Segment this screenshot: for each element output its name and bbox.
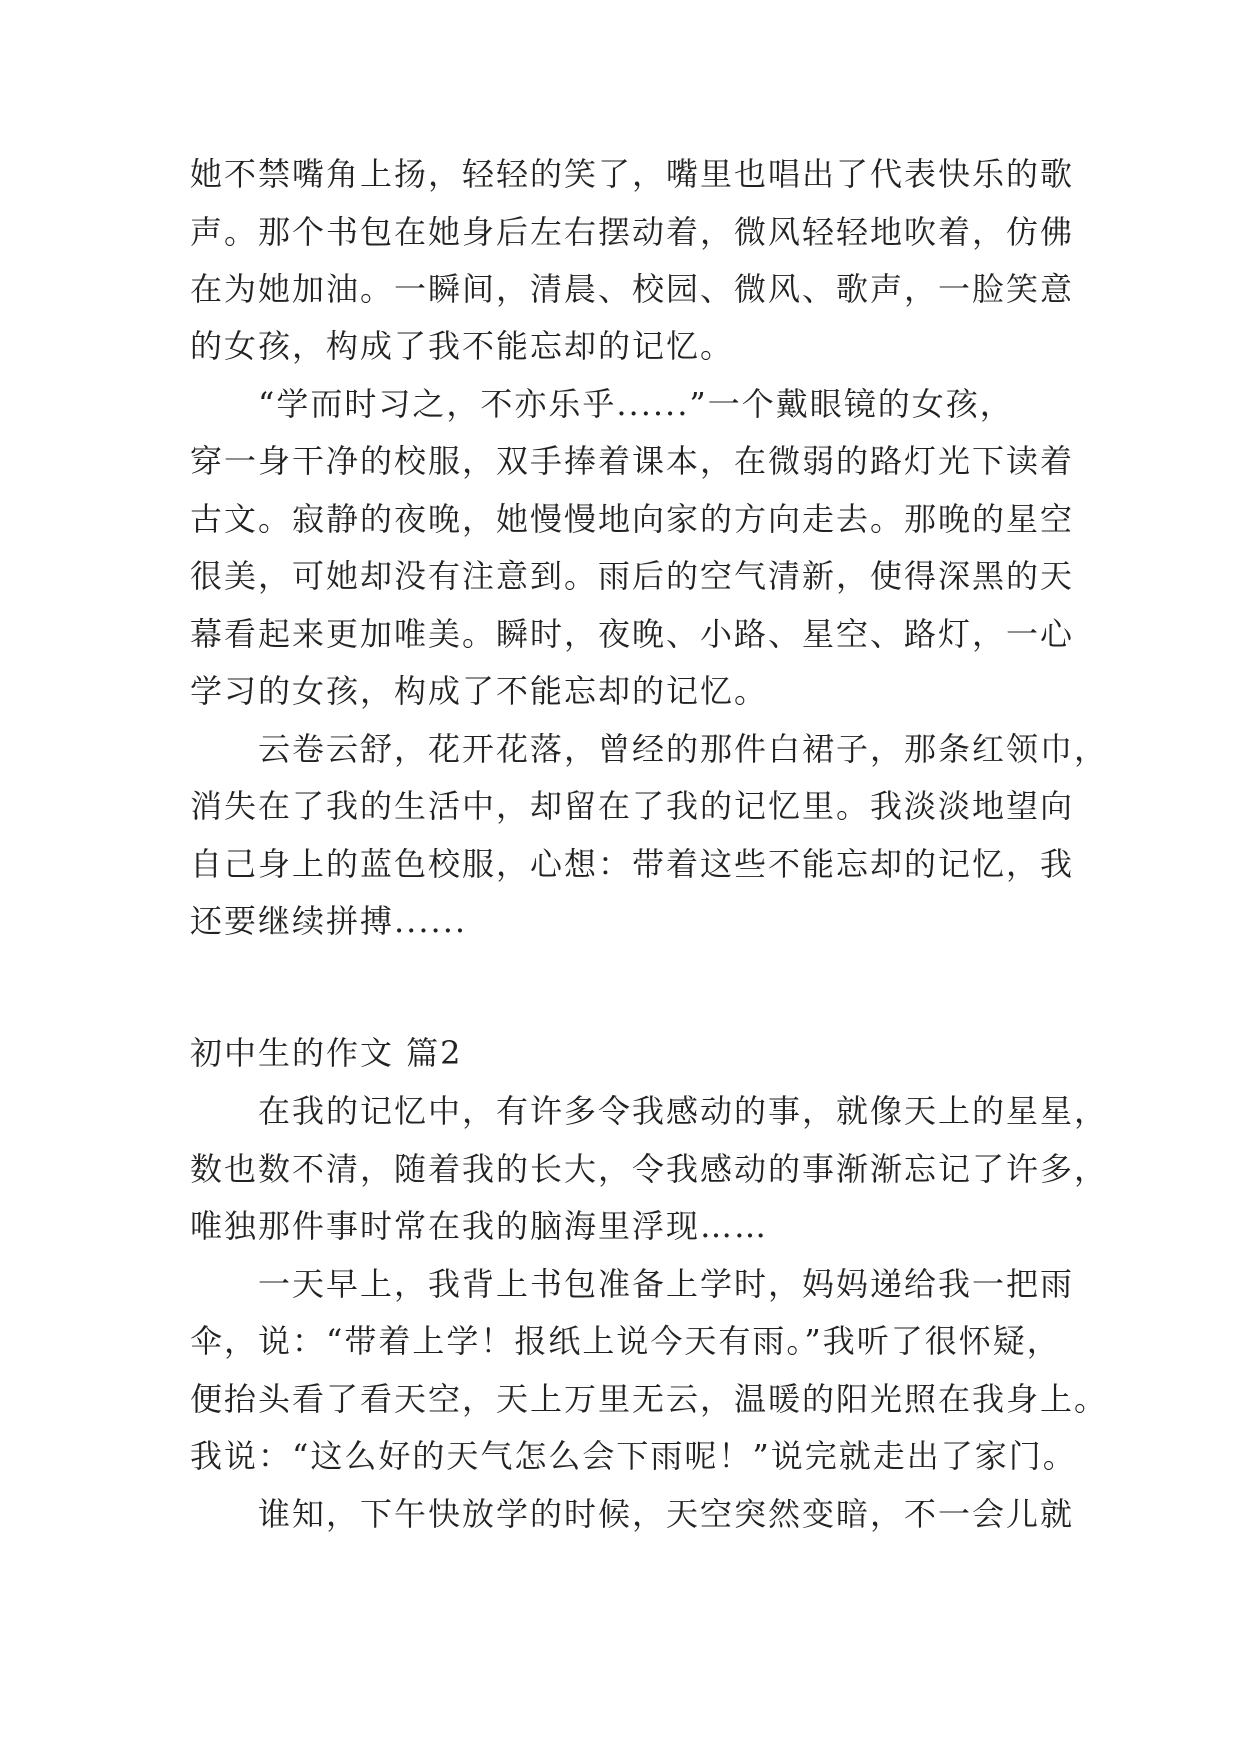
paragraph-line: 穿一身干净的校服，双手捧着课本，在微弱的路灯光下读着	[190, 442, 1075, 480]
paragraph-line: 一天早上，我背上书包准备上学时，妈妈递给我一把雨	[258, 1265, 1075, 1303]
paragraph-line: 还要继续拼搏......	[190, 902, 468, 940]
paragraph-line: 我说：“这么好的天气怎么会下雨呢！”说完就走出了家门。	[190, 1437, 1077, 1475]
paragraph-line: “学而时习之，不亦乐乎......”一个戴眼镜的女孩，	[258, 385, 1014, 423]
paragraph-line: 消失在了我的生活中，却留在了我的记忆里。我淡淡地望向	[190, 787, 1075, 825]
paragraph-line: 谁知，下午快放学的时候，天空突然变暗，不一会儿就	[258, 1495, 1075, 1533]
section-heading: 初中生的作文 篇2	[190, 1034, 463, 1072]
paragraph-line: 声。那个书包在她身后左右摆动着，微风轻轻地吹着，仿佛	[190, 213, 1075, 251]
paragraph-line: 云卷云舒，花开花落，曾经的那件白裙子，那条红领巾，	[258, 730, 1109, 768]
paragraph-line: 在为她加油。一瞬间，清晨、校园、微风、歌声，一脸笑意	[190, 270, 1075, 308]
paragraph-line: 便抬头看了看天空，天上万里无云，温暖的阳光照在我身上。	[190, 1380, 1109, 1418]
paragraph-line: 她不禁嘴角上扬，轻轻的笑了，嘴里也唱出了代表快乐的歌	[190, 155, 1075, 193]
paragraph-line: 唯独那件事时常在我的脑海里浮现……	[190, 1207, 769, 1245]
paragraph-line: 在我的记忆中，有许多令我感动的事，就像天上的星星，	[258, 1092, 1109, 1130]
paragraph-line: 幕看起来更加唯美。瞬时，夜晚、小路、星空、路灯，一心	[190, 615, 1075, 653]
paragraph-line: 很美，可她却没有注意到。雨后的空气清新，使得深黑的天	[190, 557, 1075, 595]
paragraph-line: 学习的女孩，构成了不能忘却的记忆。	[190, 672, 769, 710]
paragraph-line: 自己身上的蓝色校服，心想：带着这些不能忘却的记忆，我	[190, 845, 1075, 883]
paragraph-line: 数也数不清，随着我的长大，令我感动的事渐渐忘记了许多，	[190, 1150, 1109, 1188]
paragraph-line: 伞，说：“带着上学！报纸上说今天有雨。”我听了很怀疑，	[190, 1322, 1061, 1360]
paragraph-line: 古文。寂静的夜晚，她慢慢地向家的方向走去。那晚的星空	[190, 500, 1075, 538]
paragraph-line: 的女孩，构成了我不能忘却的记忆。	[190, 327, 735, 365]
